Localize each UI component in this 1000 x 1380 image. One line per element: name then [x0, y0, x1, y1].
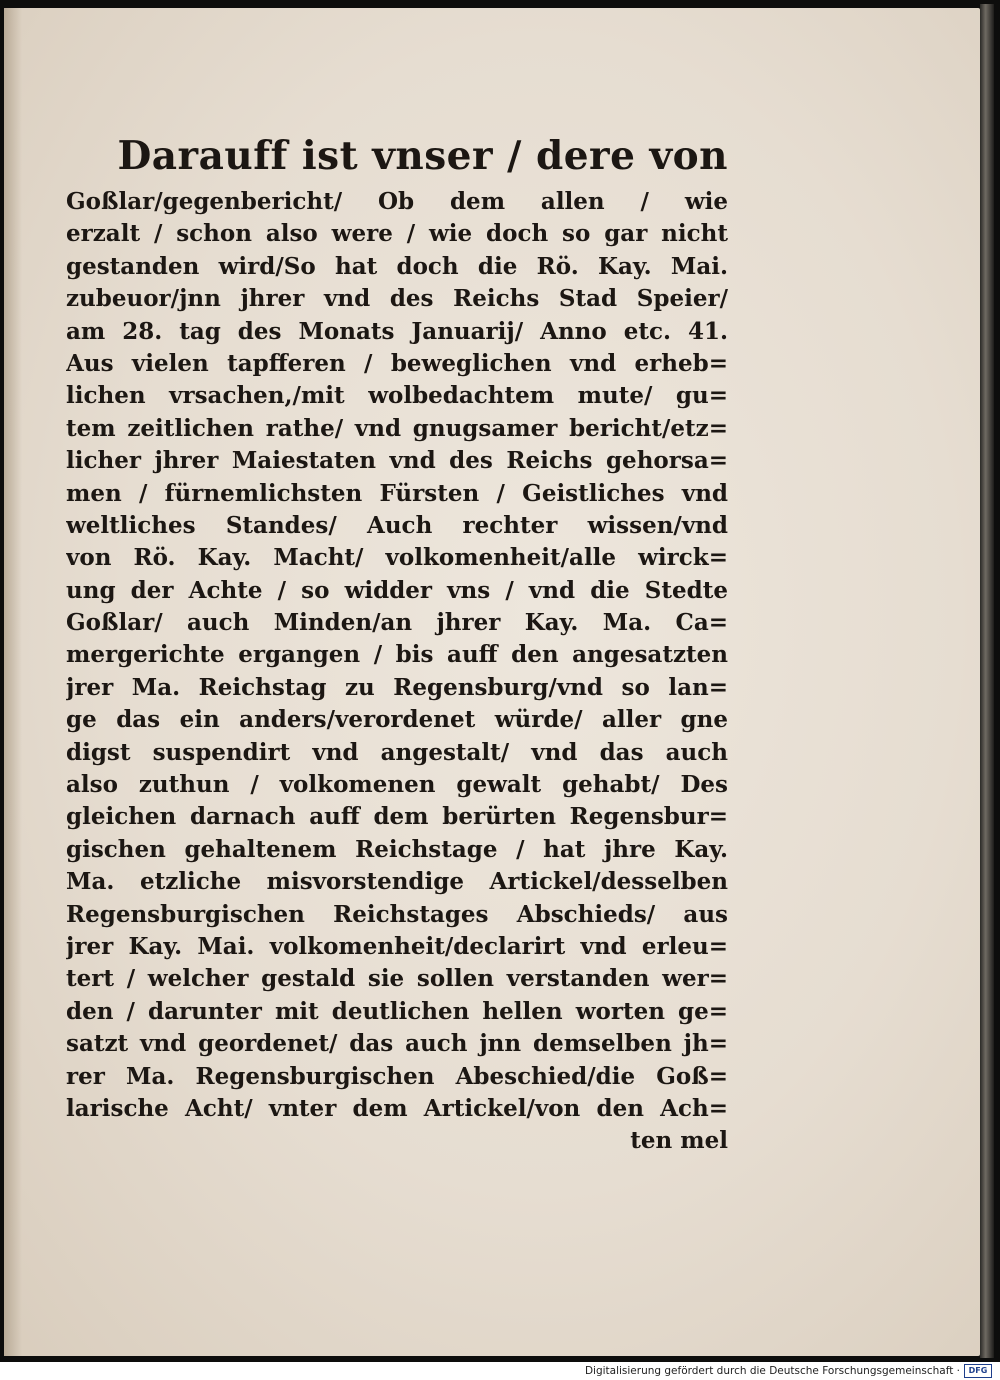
text-line: Aus vielen tapfferen / beweglichen vnd erheb= — [66, 349, 728, 377]
text-line: also zuthun / volkomenen gewalt gehabt/ Des — [66, 771, 728, 799]
text-lines — [66, 186, 728, 1158]
text-line: erzalt / schon also were / wie doch so gar nicht — [66, 220, 728, 248]
text-line: mergerichte ergangen / bis auff den angesatzten — [66, 641, 728, 669]
text-line: Regensburgischen Reichstages Abschieds/ aus — [66, 900, 728, 928]
text-line: gestanden wird/So hat doch die Rö. Kay. Mai. — [66, 252, 728, 280]
text-line: lichen vrsachen,/mit wolbedachtem mute/ gu= — [66, 382, 728, 410]
text-line: von Rö. Kay. Macht/ volkomenheit/alle wirck= — [66, 544, 728, 572]
text-line: satzt vnd geordenet/ das auch jnn demselben jh= — [66, 1030, 728, 1058]
text-line: den / darunter mit deutlichen hellen worten ge= — [66, 997, 728, 1025]
text-line: zubeuor/jnn jhrer vnd des Reichs Stad Speier/ — [66, 285, 728, 313]
text-line: am 28. tag des Monats Januarij/ Anno etc. 41. — [66, 317, 728, 345]
text-line: weltliches Standes/ Auch rechter wissen/vnd — [66, 511, 728, 539]
text-line: ten mel — [630, 1127, 728, 1155]
text-line: digst suspendirt vnd angestalt/ vnd das auch — [66, 738, 728, 766]
text-line: larische Acht/ vnter dem Artickel/von den Ach= — [66, 1094, 728, 1122]
text-line: jrer Kay. Mai. volkomenheit/declarirt vnd erleu= — [66, 932, 728, 960]
footer-bar — [0, 1362, 1000, 1380]
text-block — [66, 126, 728, 1158]
heading-line: Darauff ist vnser / dere von — [117, 133, 728, 179]
text-line: Goßlar/gegenbericht/ Ob dem allen / wie — [66, 188, 728, 215]
text-line: men / fürnemlichsten Fürsten / Geistliches vnd — [66, 479, 728, 507]
text-line: ge das ein anders/verordenet würde/ aller gne — [66, 706, 728, 734]
text-line: Goßlar/ auch Minden/an jhrer Kay. Ma. Ca= — [66, 609, 728, 637]
text-line: tert / welcher gestald sie sollen verstanden wer= — [66, 965, 728, 993]
text-line: rer Ma. Regensburgischen Abeschied/die Goß= — [66, 1062, 728, 1090]
text-line: tem zeitlichen rathe/ vnd gnugsamer bericht/etz= — [66, 414, 728, 442]
text-line: Ma. etzliche misvorstendige Artickel/desselben — [66, 868, 728, 896]
page-edge — [980, 4, 994, 1358]
text-line: gischen gehaltenem Reichstage / hat jhre Kay. — [66, 835, 728, 863]
text-line: gleichen darnach auff dem berürten Regensbur= — [66, 803, 728, 831]
text-line: jrer Ma. Reichstag zu Regensburg/vnd so lan= — [66, 673, 728, 701]
text-line: licher jhrer Maiestaten vnd des Reichs gehorsa= — [66, 447, 728, 475]
dfg-logo-icon: DFG — [964, 1364, 992, 1378]
text-line: ung der Achte / so widder vns / vnd die Stedte — [66, 576, 728, 604]
footer-credit: Digitalisierung gefördert durch die Deutsche Forschungsgemeinschaft · — [584, 1365, 960, 1377]
